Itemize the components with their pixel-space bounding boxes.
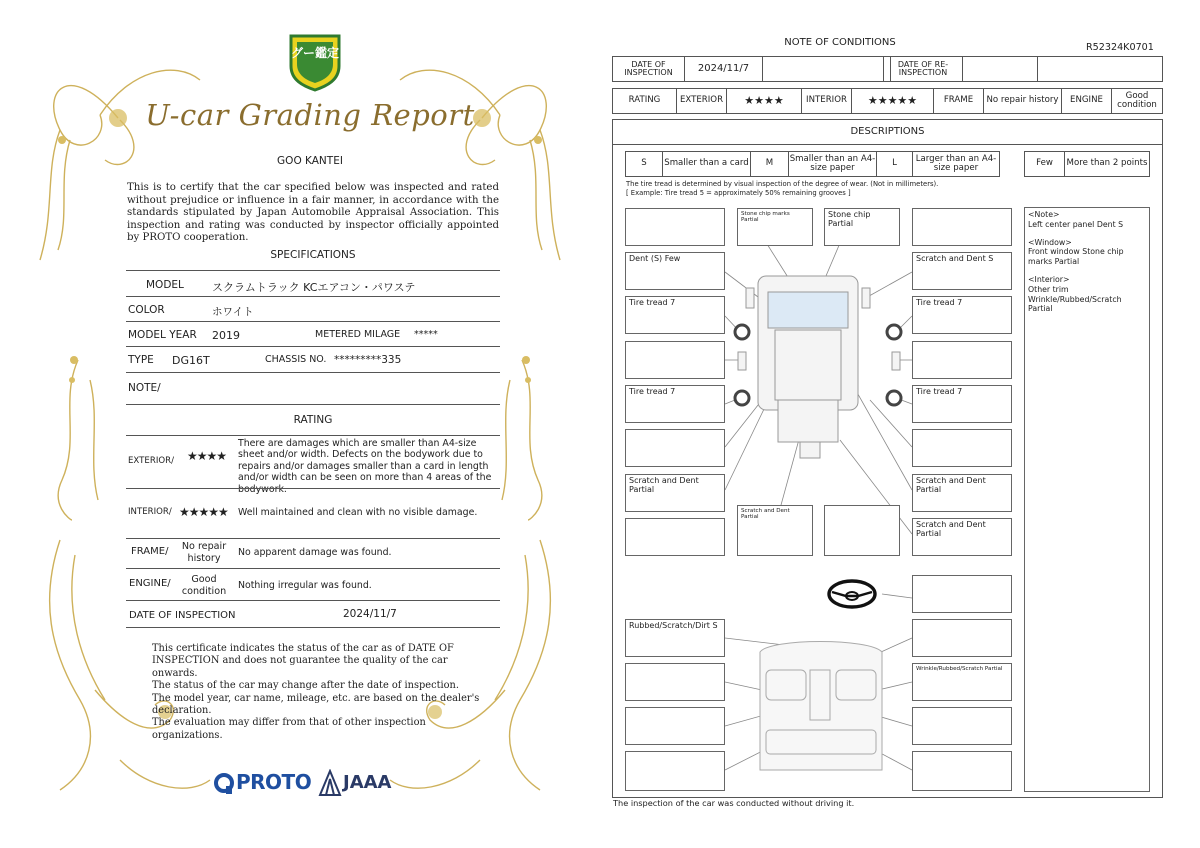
tread-note-line: The tire tread is determined by visual inspection of the degree of wear. (Not in millimeters). (626, 180, 939, 188)
note-label: NOTE/ (128, 382, 161, 394)
condition-box (912, 619, 1012, 657)
footer-line: The evaluation may differ from that of other inspection organizations. (152, 717, 426, 741)
exterior-stars: ★★★★ (187, 449, 227, 463)
sheet-title: NOTE OF CONDITIONS (784, 37, 896, 48)
interior-stars: ★★★★★ (852, 89, 934, 113)
condition-box: Tire tread 7 (625, 385, 725, 423)
condition-box (625, 663, 725, 701)
engine-label: ENGINE (1062, 89, 1112, 113)
rating-heading: RATING (293, 414, 333, 426)
engine-description: Nothing irregular was found. (238, 580, 372, 591)
condition-box: Dent (S) Few (625, 252, 725, 290)
note-line: Wrinkle/Rubbed/Scratch (1028, 294, 1122, 304)
milage-value: ***** (414, 329, 438, 340)
condition-box (824, 505, 900, 556)
sheet-footer: The inspection of the car was conducted without driving it. (613, 798, 855, 808)
exterior-stars: ★★★★ (727, 89, 802, 113)
footer-line: declaration. (152, 705, 212, 717)
date-inspection-label: DATE OF INSPECTION (613, 57, 685, 81)
condition-box (625, 751, 725, 791)
frame-value: No repair history (984, 89, 1062, 113)
engine-value: Good condition (181, 574, 227, 597)
exterior-description: There are damages which are smaller than A4-size sheet and/or width. Defects on the bodywork due to repairs and/or damages smaller than a card in length and/or width can be seen on more than 4 areas of the bodywork. (238, 438, 492, 495)
condition-box (625, 707, 725, 745)
condition-box: Stone chip Partial (824, 208, 900, 246)
condition-box: Tire tread 7 (912, 296, 1012, 334)
notes-panel (1024, 207, 1150, 792)
sheet-reference: R52324K0701 (1086, 42, 1154, 53)
interior-description: Well maintained and clean with no visible damage. (238, 507, 478, 518)
legend-few: Few (1025, 152, 1065, 176)
condition-box: Tire tread 7 (912, 385, 1012, 423)
descriptions-heading: DESCRIPTIONS (612, 119, 1163, 145)
model-year-value: 2019 (212, 329, 240, 342)
condition-box (912, 341, 1012, 379)
legend-m: M (751, 152, 789, 176)
note-line: <Note> (1028, 210, 1060, 219)
legend-few-desc: More than 2 points (1066, 158, 1148, 169)
chassis-label: CHASSIS NO. (265, 354, 327, 365)
condition-box (625, 429, 725, 467)
condition-box (625, 208, 725, 246)
condition-box: Rubbed/Scratch/Dirt S (625, 619, 725, 657)
condition-box (912, 707, 1012, 745)
condition-box (912, 429, 1012, 467)
specifications-heading: SPECIFICATIONS (270, 249, 356, 261)
engine-label: ENGINE/ (129, 578, 171, 589)
condition-box: Wrinkle/Rubbed/Scratch Partial (912, 663, 1012, 701)
note-line: <Interior> (1028, 274, 1070, 284)
date-reinspection-label: DATE OF RE-INSPECTION (883, 57, 963, 81)
exterior-label: EXTERIOR/ (128, 456, 174, 466)
note-line: Left center panel Dent S (1028, 219, 1124, 229)
report-title: U-car Grading Report (145, 98, 475, 132)
condition-box (912, 751, 1012, 791)
date-of-inspection-value: 2024/11/7 (343, 608, 397, 620)
condition-box: Scratch and Dent Partial (737, 505, 813, 556)
frame-label: FRAME (934, 89, 984, 113)
legend-l: L (877, 152, 913, 176)
interior-label: INTERIOR (802, 89, 852, 113)
condition-box (912, 208, 1012, 246)
proto-logo-text: PROTO (236, 770, 312, 794)
date-of-inspection-label: DATE OF INSPECTION (129, 610, 236, 621)
model-value: スクラムトラック KCエアコン・パワステ (212, 281, 416, 294)
steering-wheel-icon (829, 581, 875, 607)
condition-box (625, 518, 725, 556)
tread-note-line: [ Example: Tire tread 5 = approximately 50% remaining grooves ] (626, 189, 851, 197)
frame-description: No apparent damage was found. (238, 547, 392, 558)
frame-value: No repair history (181, 541, 227, 564)
condition-box: Scratch and Dent Partial (912, 474, 1012, 512)
note-line: Partial (1028, 304, 1053, 314)
intro-paragraph: This is to certify that the car specified below was inspected and rated without prejudice or influence in a fair manner, in accordance with the standards stipulated by Japan Automobile Appraisal Association. This inspection and rating was conducted by inspector officially appointed by PROTO cooperation. (127, 182, 499, 244)
goo-kantei-badge-icon (287, 30, 343, 92)
exterior-label: EXTERIOR (677, 89, 727, 113)
condition-box: Tire tread 7 (625, 296, 725, 334)
milage-label: METERED MILAGE (315, 329, 401, 340)
frame-label: FRAME/ (131, 546, 169, 557)
condition-box: Stone chip marks Partial (737, 208, 813, 246)
legend-m-desc: Smaller than an A4-size paper (789, 152, 877, 176)
footer-line: This certificate indicates the status of the car as of DATE OF (152, 643, 454, 654)
jaaa-logo-text: JAAA (343, 772, 392, 793)
engine-value: Good condition (1117, 90, 1157, 110)
type-label: TYPE (128, 354, 154, 366)
footer-line: The status of the car may change after the date of inspection. (152, 680, 459, 692)
note-line: Front window Stone chip marks Partial (1028, 247, 1124, 267)
model-label: MODEL (146, 279, 184, 291)
jaaa-logo-icon (318, 769, 342, 797)
legend-l-desc: Larger than an A4-size paper (915, 153, 997, 173)
note-line: <Window> (1028, 237, 1072, 247)
color-label: COLOR (128, 304, 165, 316)
chassis-value: *********335 (334, 354, 402, 366)
certificate-footer (152, 643, 482, 742)
legend-s: S (626, 152, 663, 176)
footer-line: The model year, car name, mileage, etc. are based on the dealer's (152, 692, 480, 704)
badge-text: グー鑑定 (290, 46, 339, 60)
condition-box (625, 341, 725, 379)
color-value: ホワイト (212, 306, 254, 318)
condition-box (912, 575, 1012, 613)
date-inspection-value: 2024/11/7 (685, 57, 763, 81)
footer-line: INSPECTION and does not guarantee the quality of the car onwards. (152, 655, 448, 679)
note-line: Other trim (1028, 284, 1069, 294)
legend-s-desc: Smaller than a card (663, 152, 751, 176)
type-value: DG16T (172, 354, 210, 367)
model-year-label: MODEL YEAR (128, 329, 197, 341)
condition-box: Scratch and Dent Partial (625, 474, 725, 512)
note-of-conditions-sheet (600, 0, 1200, 848)
report-subtitle: GOO KANTEI (277, 155, 343, 167)
interior-label: INTERIOR/ (128, 507, 172, 517)
condition-box: Scratch and Dent Partial (912, 518, 1012, 556)
proto-logo-icon (213, 772, 235, 796)
condition-box: Scratch and Dent S (912, 252, 1012, 290)
interior-stars: ★★★★★ (179, 505, 228, 519)
rating-label: RATING (613, 89, 677, 113)
